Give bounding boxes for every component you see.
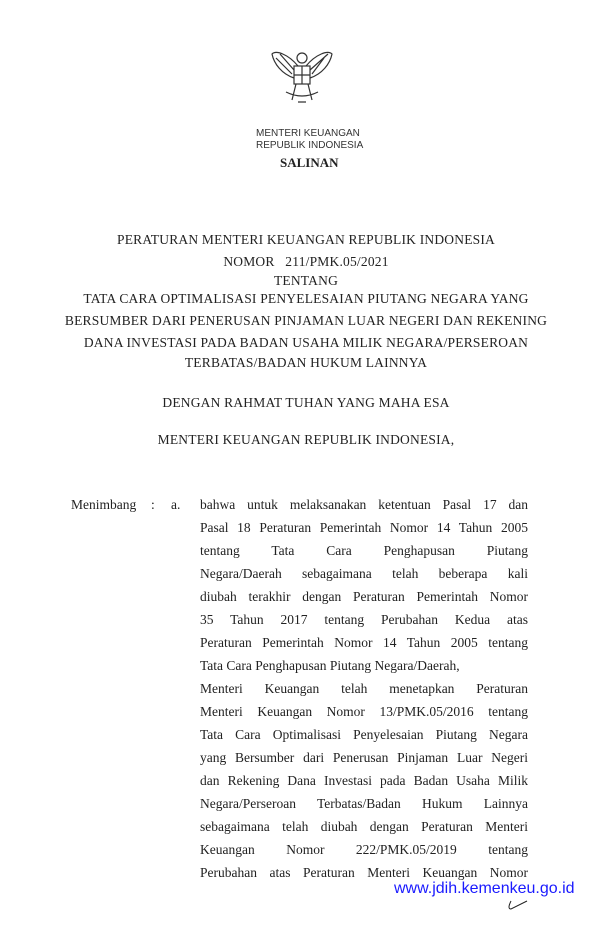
subject-line: BERSUMBER DARI PENERUSAN PINJAMAN LUAR NEGERI DAN REKENING: [64, 313, 548, 328]
paragraph-line: diubah terakhir dengan Peraturan Pemerintah Nomor: [200, 589, 528, 604]
issuer: MENTERI KEUANGAN REPUBLIK INDONESIA,: [157, 432, 455, 447]
paragraph-line: yang Bersumber dari Penerusan Pinjaman Luar Negeri: [200, 750, 528, 765]
garuda-emblem-icon: [268, 44, 336, 112]
paragraph-line: Tata Cara Optimalisasi Penyelesaian Piutang Negara: [200, 727, 528, 742]
subject-line: TERBATAS/BADAN HUKUM LAINNYA: [184, 355, 428, 370]
paragraph-line: Perubahan atas Peraturan Menteri Keuangan Nomor: [200, 865, 528, 880]
paragraph-line: Negara/Daerah sebagaimana telah beberapa kali: [200, 566, 528, 581]
regulation-title: PERATURAN MENTERI KEUANGAN REPUBLIK INDONESIA: [117, 232, 495, 247]
paragraph-line: Menteri Keuangan Nomor 13/PMK.05/2016 tentang: [200, 704, 528, 719]
colon: :: [151, 497, 155, 512]
considering-label: Menimbang: [71, 497, 137, 512]
paragraph-line: 35 Tahun 2017 tentang Perubahan Kedua atas: [200, 612, 528, 627]
paragraph-line: Peraturan Pemerintah Nomor 14 Tahun 2005 tentang: [200, 635, 528, 650]
initial-signature-icon: [505, 897, 529, 913]
jdih-link[interactable]: www.jdih.kemenkeu.go.id: [394, 880, 575, 897]
subject-line: DANA INVESTASI PADA BADAN USAHA MILIK NEGARA/PERSEROAN: [83, 335, 529, 350]
paragraph-line: dan Rekening Dana Investasi pada Badan Usaha Milik: [200, 773, 528, 788]
subject-line: TATA CARA OPTIMALISASI PENYELESAIAN PIUTANG NEGARA YANG: [83, 291, 529, 306]
paragraph-line: Negara/Perseroan Terbatas/Badan Hukum Lainnya: [200, 796, 528, 811]
org-line-1: MENTERI KEUANGAN: [256, 128, 360, 139]
regulation-number: NOMOR 211/PMK.05/2021: [223, 254, 389, 269]
paragraph-line: tentang Tata Cara Penghapusan Piutang: [200, 543, 528, 558]
paragraph-line: Keuangan Nomor 222/PMK.05/2019 tentang: [200, 842, 528, 857]
paragraph-line: sebagaimana telah diubah dengan Peraturan Menteri: [200, 819, 528, 834]
paragraph-line: Tata Cara Penghapusan Piutang Negara/Daerah,: [200, 658, 460, 673]
salinan-stamp: SALINAN: [280, 155, 339, 170]
invocation: DENGAN RAHMAT TUHAN YANG MAHA ESA: [162, 395, 450, 410]
org-line-2: REPUBLIK INDONESIA: [256, 140, 364, 151]
about-label: TENTANG: [273, 273, 339, 288]
item-marker: a.: [171, 497, 181, 512]
paragraph-line: Pasal 18 Peraturan Pemerintah Nomor 14 Tahun 2005: [200, 520, 528, 535]
paragraph-line: Menteri Keuangan telah menetapkan Peraturan: [200, 681, 528, 696]
paragraph-line: bahwa untuk melaksanakan ketentuan Pasal 17 dan: [200, 497, 528, 512]
